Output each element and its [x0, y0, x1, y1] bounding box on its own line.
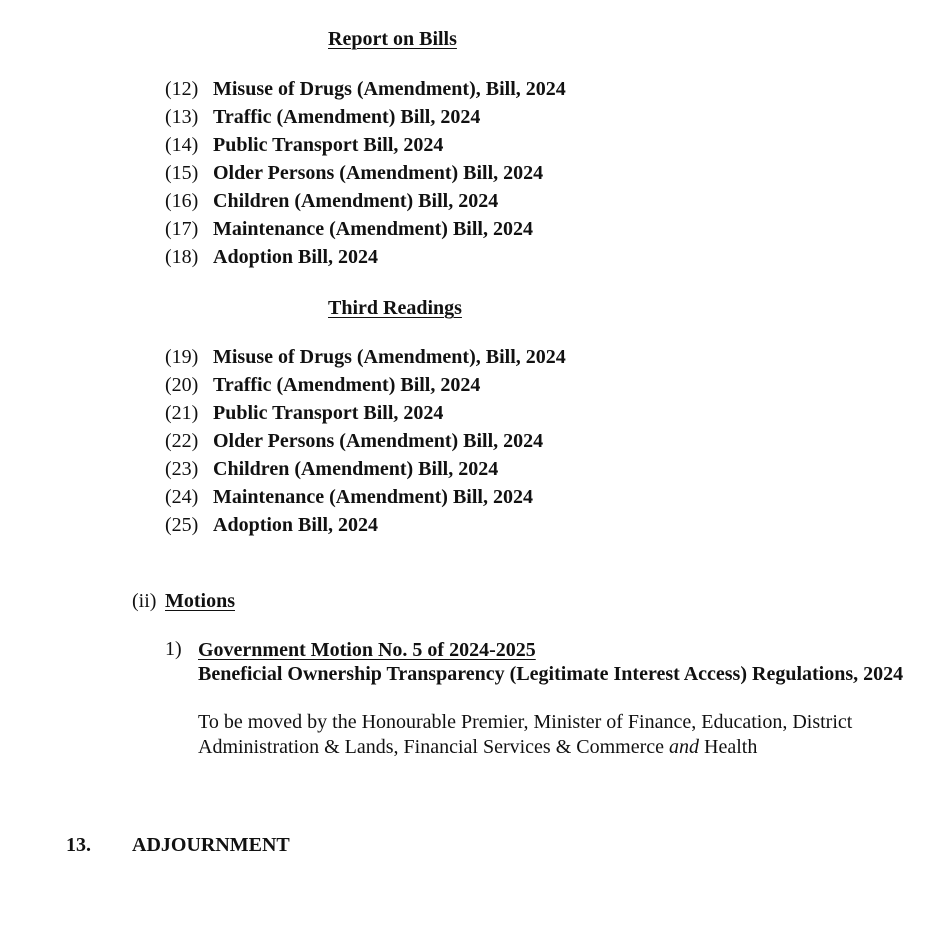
list-item — [165, 215, 566, 243]
motion-body — [198, 638, 938, 760]
motions-heading: Motions — [165, 590, 235, 612]
bill-title: Children (Amendment) Bill, 2024 — [213, 190, 499, 212]
item-number: (15) — [165, 162, 199, 184]
item-number: (18) — [165, 246, 199, 268]
bill-title: Misuse of Drugs (Amendment), Bill, 2024 — [213, 78, 566, 100]
list-item — [165, 187, 566, 215]
bill-title: Children (Amendment) Bill, 2024 — [213, 458, 499, 480]
item-number: (19) — [165, 346, 199, 368]
item-number: (20) — [165, 374, 199, 396]
item-number: (14) — [165, 134, 199, 156]
bill-title: Maintenance (Amendment) Bill, 2024 — [213, 486, 533, 508]
report-on-bills-heading: Report on Bills — [328, 28, 457, 50]
bill-title: Older Persons (Amendment) Bill, 2024 — [213, 430, 544, 452]
list-item — [165, 159, 566, 187]
mover-suffix: Health — [699, 736, 758, 758]
motion-mover — [198, 710, 918, 760]
list-item — [165, 511, 566, 539]
list-item — [165, 131, 566, 159]
report-on-bills-list — [165, 75, 566, 271]
motions-section-label — [132, 590, 235, 613]
bill-title: Traffic (Amendment) Bill, 2024 — [213, 374, 481, 396]
bill-title: Adoption Bill, 2024 — [213, 514, 379, 536]
item-number: (24) — [165, 486, 199, 508]
list-item — [165, 343, 566, 371]
bill-title: Public Transport Bill, 2024 — [213, 134, 444, 156]
item-number: (12) — [165, 78, 199, 100]
bill-title: Adoption Bill, 2024 — [213, 246, 379, 268]
list-item — [165, 399, 566, 427]
list-item — [165, 455, 566, 483]
motion-subtitle: Beneficial Ownership Transparency (Legitimate Interest Access) Regulations, 2024 — [198, 663, 904, 685]
list-item — [165, 427, 566, 455]
item-number: (17) — [165, 218, 199, 240]
bill-title: Misuse of Drugs (Amendment), Bill, 2024 — [213, 346, 566, 368]
adjournment-number: 13. — [66, 834, 91, 856]
third-readings-heading: Third Readings — [328, 297, 462, 319]
list-item — [165, 243, 566, 271]
bill-title: Maintenance (Amendment) Bill, 2024 — [213, 218, 533, 240]
motion-title: Government Motion No. 5 of 2024-2025 — [198, 639, 536, 661]
bill-title: Traffic (Amendment) Bill, 2024 — [213, 106, 481, 128]
section-numeral: (ii) — [132, 590, 157, 612]
item-number: (16) — [165, 190, 199, 212]
adjournment-heading: ADJOURNMENT — [132, 834, 290, 856]
mover-italic: and — [669, 736, 700, 758]
item-number: (13) — [165, 106, 199, 128]
list-item — [165, 371, 566, 399]
item-number: (23) — [165, 458, 199, 480]
motion-number: 1) — [165, 638, 182, 660]
third-readings-list — [165, 343, 566, 539]
list-item — [165, 75, 566, 103]
list-item — [165, 103, 566, 131]
bill-title: Older Persons (Amendment) Bill, 2024 — [213, 162, 544, 184]
item-number: (25) — [165, 514, 199, 536]
item-number: (21) — [165, 402, 199, 424]
mover-text: To be moved by the Honourable Premier, Minister of Finance, Education, District Administration & Lands, Financial Services & Commerce — [198, 711, 853, 758]
bill-title: Public Transport Bill, 2024 — [213, 402, 444, 424]
item-number: (22) — [165, 430, 199, 452]
list-item — [165, 483, 566, 511]
